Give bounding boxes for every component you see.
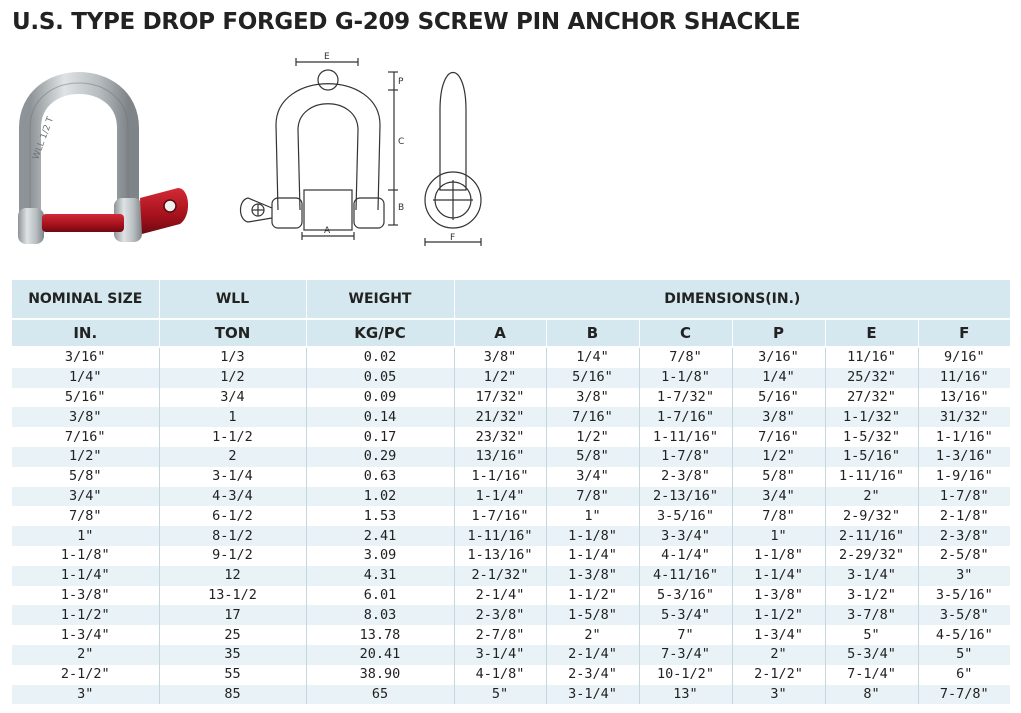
table-cell: 1-1/16" xyxy=(918,427,1010,447)
table-cell: 20.41 xyxy=(306,645,454,665)
table-cell: 2-1/2" xyxy=(732,665,825,685)
table-cell: 1-1/4" xyxy=(454,487,546,507)
table-cell: 1-11/16" xyxy=(454,526,546,546)
table-row xyxy=(12,526,1010,546)
table-cell: 5-3/16" xyxy=(639,586,732,606)
table-cell: 1-11/16" xyxy=(825,467,918,487)
table-cell: 1-1/8" xyxy=(546,526,639,546)
table-cell: 1-1/4" xyxy=(12,566,159,586)
col-header-dimensions: DIMENSIONS(IN.) xyxy=(454,280,1010,319)
shackle-drawing xyxy=(238,50,488,250)
table-cell: 1-3/8" xyxy=(732,586,825,606)
table-cell: 7-7/8" xyxy=(918,685,1010,705)
table-cell: 9-1/2 xyxy=(159,546,306,566)
table-cell: 17 xyxy=(159,605,306,625)
table-cell: 1/4" xyxy=(732,368,825,388)
table-cell: 6.01 xyxy=(306,586,454,606)
table-cell: 1/2" xyxy=(732,447,825,467)
table-cell: 31/32" xyxy=(918,407,1010,427)
table-cell: 2" xyxy=(546,625,639,645)
col-subheader: E xyxy=(825,319,918,347)
table-cell: 13/16" xyxy=(454,447,546,467)
table-row xyxy=(12,566,1010,586)
table-cell: 0.02 xyxy=(306,347,454,368)
table-cell: 0.29 xyxy=(306,447,454,467)
table-cell: 1-1/32" xyxy=(825,407,918,427)
table-cell: 5/16" xyxy=(732,388,825,408)
table-cell: 7-3/4" xyxy=(639,645,732,665)
table-cell: 3-1/4 xyxy=(159,467,306,487)
table-cell: 13/16" xyxy=(918,388,1010,408)
table-cell: 2-9/32" xyxy=(825,506,918,526)
table-cell: 65 xyxy=(306,685,454,705)
table-cell: 2-5/8" xyxy=(918,546,1010,566)
table-cell: 1" xyxy=(732,526,825,546)
table-cell: 6-1/2 xyxy=(159,506,306,526)
table-cell: 1-1/2" xyxy=(732,605,825,625)
table-cell: 4-1/8" xyxy=(454,665,546,685)
header-row-1 xyxy=(12,280,1010,319)
table-cell: 13.78 xyxy=(306,625,454,645)
table-cell: 7-1/4" xyxy=(825,665,918,685)
table-cell: 2-1/8" xyxy=(918,506,1010,526)
table-cell: 5-3/4" xyxy=(825,645,918,665)
table-row xyxy=(12,625,1010,645)
table-cell: 2-13/16" xyxy=(639,487,732,507)
table-cell: 5" xyxy=(918,645,1010,665)
table-cell: 7/8" xyxy=(546,487,639,507)
table-cell: 4-5/16" xyxy=(918,625,1010,645)
table-cell: 8-1/2 xyxy=(159,526,306,546)
table-cell: 35 xyxy=(159,645,306,665)
table-cell: 7/8" xyxy=(732,506,825,526)
table-cell: 3-7/8" xyxy=(825,605,918,625)
table-cell: 2 xyxy=(159,447,306,467)
table-cell: 1/2" xyxy=(12,447,159,467)
table-cell: 1-7/8" xyxy=(639,447,732,467)
table-cell: 1-5/16" xyxy=(825,447,918,467)
table-cell: 2-11/16" xyxy=(825,526,918,546)
table-cell: 3-5/16" xyxy=(918,586,1010,606)
table-cell: 7/8" xyxy=(12,506,159,526)
table-cell: 4-1/4" xyxy=(639,546,732,566)
table-row xyxy=(12,605,1010,625)
col-subheader: A xyxy=(454,319,546,347)
table-cell: 12 xyxy=(159,566,306,586)
table-cell: 17/32" xyxy=(454,388,546,408)
table-cell: 11/16" xyxy=(825,347,918,368)
col-subheader: F xyxy=(918,319,1010,347)
table-cell: 25 xyxy=(159,625,306,645)
embossed-text: WLL 1/2 T xyxy=(31,115,57,162)
col-subheader: KG/PC xyxy=(306,319,454,347)
table-cell: 1-7/32" xyxy=(639,388,732,408)
table-row xyxy=(12,368,1010,388)
table-cell: 55 xyxy=(159,665,306,685)
table-cell: 3/4" xyxy=(546,467,639,487)
table-row xyxy=(12,388,1010,408)
table-row xyxy=(12,685,1010,705)
table-cell: 2-7/8" xyxy=(454,625,546,645)
table-cell: 2-1/4" xyxy=(454,586,546,606)
table-cell: 13" xyxy=(639,685,732,705)
page-title: U.S. TYPE DROP FORGED G-209 SCREW PIN ANCHOR SHACKLE xyxy=(12,9,801,35)
table-cell: 3/4 xyxy=(159,388,306,408)
table-cell: 2-3/8" xyxy=(454,605,546,625)
dim-label-a: A xyxy=(324,226,331,236)
table-cell: 1-1/2 xyxy=(159,427,306,447)
table-cell: 4-11/16" xyxy=(639,566,732,586)
table-cell: 5-3/4" xyxy=(639,605,732,625)
table-cell: 3" xyxy=(732,685,825,705)
table-cell: 1-1/8" xyxy=(639,368,732,388)
table-cell: 1-5/8" xyxy=(546,605,639,625)
table-cell: 13-1/2 xyxy=(159,586,306,606)
table-cell: 5/16" xyxy=(12,388,159,408)
col-header-nominal-size: NOMINAL SIZE xyxy=(12,280,159,319)
col-header-weight: WEIGHT xyxy=(306,280,454,319)
table-cell: 2" xyxy=(732,645,825,665)
table-cell: 11/16" xyxy=(918,368,1010,388)
table-cell: 1-1/8" xyxy=(12,546,159,566)
table-row xyxy=(12,467,1010,487)
table-cell: 1/2" xyxy=(454,368,546,388)
col-subheader: P xyxy=(732,319,825,347)
table-cell: 7/16" xyxy=(732,427,825,447)
table-cell: 3-1/4" xyxy=(825,566,918,586)
table-cell: 3-1/2" xyxy=(825,586,918,606)
table-cell: 1 xyxy=(159,407,306,427)
table-cell: 6" xyxy=(918,665,1010,685)
table-cell: 5/8" xyxy=(732,467,825,487)
table-cell: 5/16" xyxy=(546,368,639,388)
table-row xyxy=(12,447,1010,467)
table-cell: 2.41 xyxy=(306,526,454,546)
table-cell: 1-9/16" xyxy=(918,467,1010,487)
table-cell: 1" xyxy=(546,506,639,526)
table-cell: 0.05 xyxy=(306,368,454,388)
spec-table xyxy=(12,280,1010,704)
dim-label-f: F xyxy=(450,233,456,243)
table-cell: 3-5/16" xyxy=(639,506,732,526)
dim-label-e: E xyxy=(324,52,330,62)
table-cell: 3/8" xyxy=(12,407,159,427)
header-row-2 xyxy=(12,319,1010,347)
table-cell: 2-1/2" xyxy=(12,665,159,685)
table-cell: 1-1/2" xyxy=(546,586,639,606)
table-row xyxy=(12,427,1010,447)
table-cell: 85 xyxy=(159,685,306,705)
table-row xyxy=(12,506,1010,526)
shackle-photo xyxy=(8,48,190,253)
table-cell: 3/16" xyxy=(732,347,825,368)
table-cell: 3-3/4" xyxy=(639,526,732,546)
col-subheader: IN. xyxy=(12,319,159,347)
table-cell: 1-3/16" xyxy=(918,447,1010,467)
table-cell: 0.63 xyxy=(306,467,454,487)
table-cell: 7" xyxy=(639,625,732,645)
table-cell: 1-11/16" xyxy=(639,427,732,447)
col-subheader: TON xyxy=(159,319,306,347)
table-cell: 3/16" xyxy=(12,347,159,368)
table-cell: 2-3/8" xyxy=(918,526,1010,546)
table-cell: 1/4" xyxy=(12,368,159,388)
table-cell: 3" xyxy=(12,685,159,705)
table-cell: 7/8" xyxy=(639,347,732,368)
table-cell: 38.90 xyxy=(306,665,454,685)
dim-label-c: C xyxy=(398,137,405,147)
table-cell: 2-3/8" xyxy=(639,467,732,487)
table-cell: 2-3/4" xyxy=(546,665,639,685)
table-row xyxy=(12,407,1010,427)
table-cell: 7/16" xyxy=(546,407,639,427)
table-cell: 25/32" xyxy=(825,368,918,388)
table-cell: 2" xyxy=(12,645,159,665)
table-cell: 1-3/8" xyxy=(12,586,159,606)
table-cell: 1-7/8" xyxy=(918,487,1010,507)
table-cell: 0.09 xyxy=(306,388,454,408)
table-cell: 1-3/4" xyxy=(732,625,825,645)
table-cell: 8.03 xyxy=(306,605,454,625)
table-cell: 1-7/16" xyxy=(454,506,546,526)
table-cell: 1-5/32" xyxy=(825,427,918,447)
table-row xyxy=(12,665,1010,685)
table-cell: 3-1/4" xyxy=(546,685,639,705)
table-cell: 1-3/8" xyxy=(546,566,639,586)
table-cell: 1.02 xyxy=(306,487,454,507)
table-cell: 1-7/16" xyxy=(639,407,732,427)
table-cell: 1-13/16" xyxy=(454,546,546,566)
table-cell: 3-1/4" xyxy=(454,645,546,665)
table-cell: 3/8" xyxy=(454,347,546,368)
table-cell: 1" xyxy=(12,526,159,546)
table-cell: 23/32" xyxy=(454,427,546,447)
table-cell: 5" xyxy=(454,685,546,705)
table-cell: 1.53 xyxy=(306,506,454,526)
table-cell: 1-1/4" xyxy=(546,546,639,566)
table-cell: 4.31 xyxy=(306,566,454,586)
table-cell: 4-3/4 xyxy=(159,487,306,507)
col-header-wll: WLL xyxy=(159,280,306,319)
table-cell: 1/2 xyxy=(159,368,306,388)
dim-label-p: P xyxy=(398,77,404,87)
table-cell: 5/8" xyxy=(546,447,639,467)
table-row xyxy=(12,645,1010,665)
table-cell: 1/2" xyxy=(546,427,639,447)
table-cell: 3.09 xyxy=(306,546,454,566)
table-cell: 0.14 xyxy=(306,407,454,427)
table-cell: 1-1/8" xyxy=(732,546,825,566)
table-row xyxy=(12,347,1010,368)
table-cell: 1-3/4" xyxy=(12,625,159,645)
table-cell: 2-29/32" xyxy=(825,546,918,566)
table-cell: 2" xyxy=(825,487,918,507)
table-cell: 3-5/8" xyxy=(918,605,1010,625)
dim-label-b: B xyxy=(398,203,405,213)
table-cell: 2-1/32" xyxy=(454,566,546,586)
table-cell: 21/32" xyxy=(454,407,546,427)
table-cell: 3/4" xyxy=(732,487,825,507)
table-cell: 3/8" xyxy=(546,388,639,408)
table-cell: 3" xyxy=(918,566,1010,586)
table-cell: 27/32" xyxy=(825,388,918,408)
table-cell: 1-1/16" xyxy=(454,467,546,487)
table-cell: 3/4" xyxy=(12,487,159,507)
table-cell: 5/8" xyxy=(12,467,159,487)
table-cell: 5" xyxy=(825,625,918,645)
table-cell: 1-1/4" xyxy=(732,566,825,586)
table-cell: 8" xyxy=(825,685,918,705)
table-cell: 10-1/2" xyxy=(639,665,732,685)
table-cell: 2-1/4" xyxy=(546,645,639,665)
table-row xyxy=(12,546,1010,566)
col-subheader: C xyxy=(639,319,732,347)
table-row xyxy=(12,586,1010,606)
table-cell: 1/4" xyxy=(546,347,639,368)
table-cell: 9/16" xyxy=(918,347,1010,368)
table-cell: 7/16" xyxy=(12,427,159,447)
table-cell: 1-1/2" xyxy=(12,605,159,625)
col-subheader: B xyxy=(546,319,639,347)
table-cell: 0.17 xyxy=(306,427,454,447)
table-cell: 1/3 xyxy=(159,347,306,368)
table-row xyxy=(12,487,1010,507)
table-cell: 3/8" xyxy=(732,407,825,427)
